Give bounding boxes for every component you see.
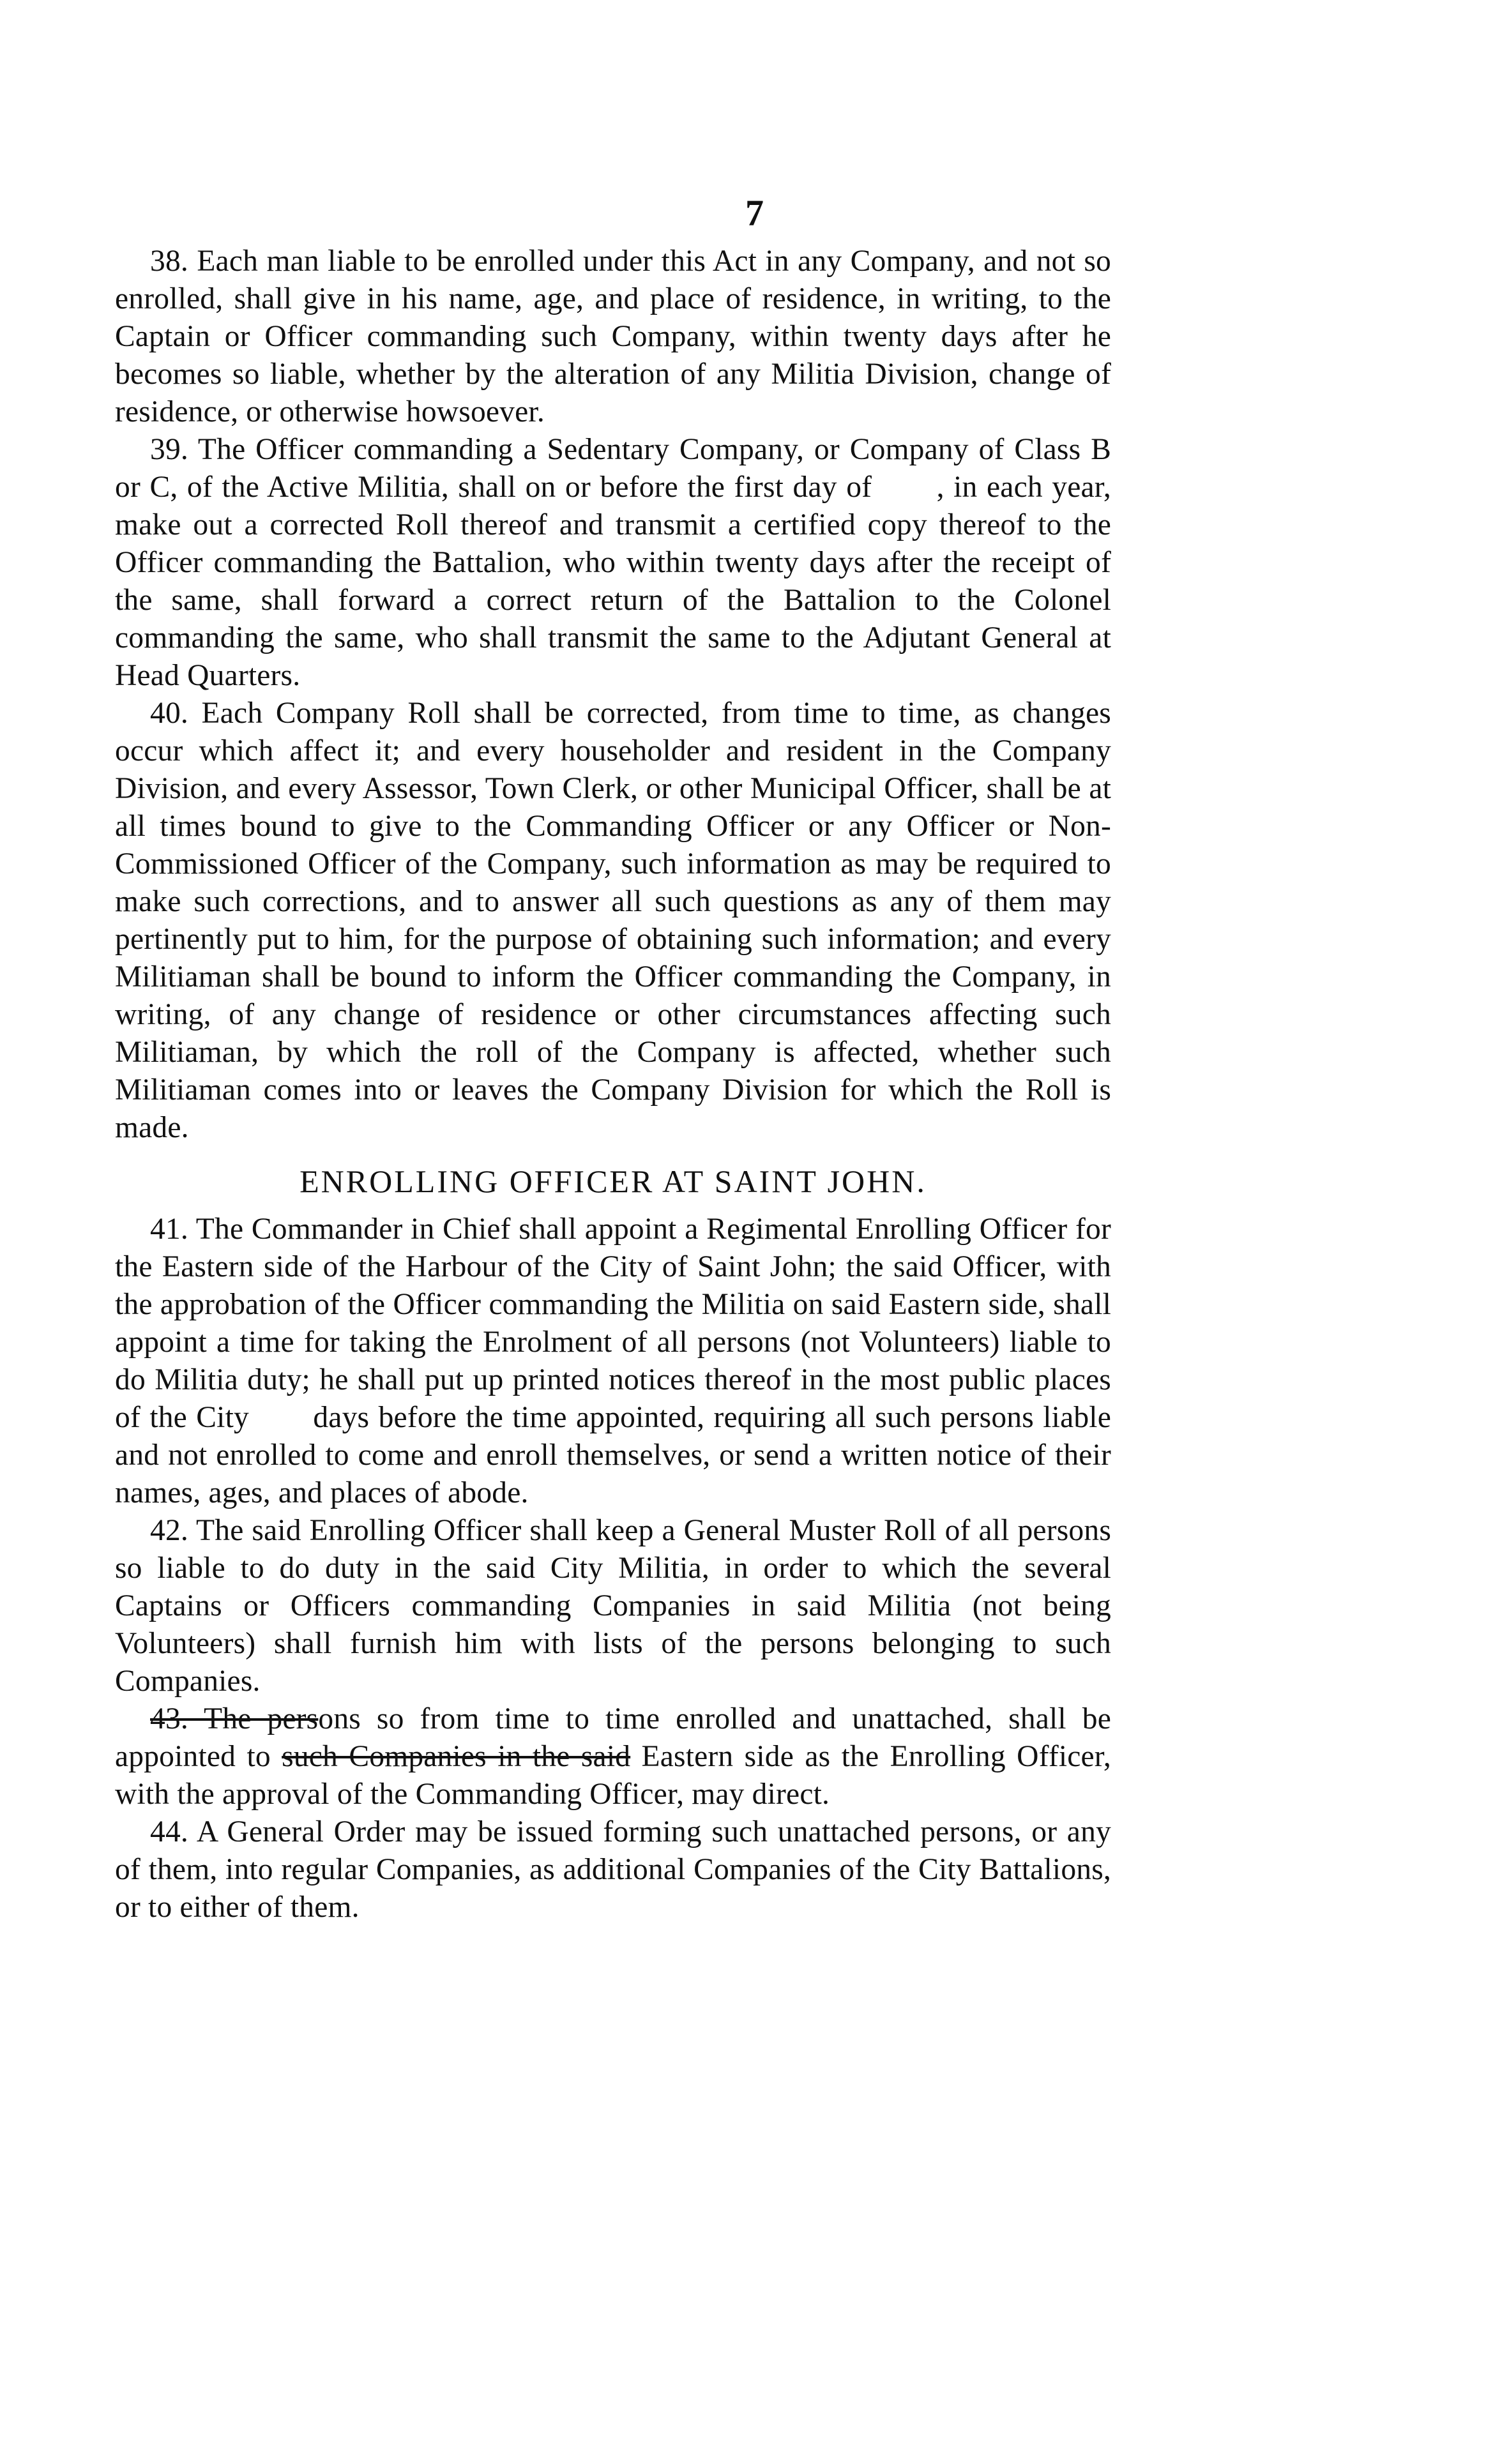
section-heading: ENROLLING OFFICER AT SAINT JOHN. [300, 1163, 927, 1199]
section-44-paragraph: 44. A General Order may be issued forming such unattached persons, or any of them, into regular Companies, as additional Companies of the City Battalions, or to either of them. [115, 1815, 1111, 1924]
section-41-paragraph: 41. The Commander in Chief shall appoint a Regimental Enrolling Officer for the Eastern side of the Harbour of the City of Saint John; the said Officer, with the approbation of the Officer commanding the Militia on said Eastern side, shall appoint a time for taking the Enrolment of all persons (not Volunteers) liable to do Militia duty; he shall put up printed notices thereof in the most public places of the City days before the time appointed, requiring all such persons liable and not enrolled to come and enroll themselves, or send a written notice of their names, ages, and places of abode. [115, 1213, 1119, 1509]
struck-text-start: 43. The pers [150, 1702, 319, 1735]
section-43-text-end: Eastern side as the Enrolling Officer, with the approval of the Commanding Officer, may direct. [115, 1740, 1111, 1811]
page-number: 7 [745, 192, 764, 234]
section-43-text: ons so from time to time enrolled and unattached, shall be appointed to [115, 1702, 1111, 1773]
section-42-paragraph: 42. The said Enrolling Officer shall keep a General Muster Roll of all persons so liable to do duty in the said City Militia, in order to which the several Captains or Officers commanding Companies in said Militia (not being Volunteers) shall furnish him with lists of the persons belonging to such Companies. [115, 1514, 1111, 1698]
section-38-paragraph: 38. Each man liable to be enrolled under this Act in any Company, and not so enrolled, shall give in his name, age, and place of residence, in writing, to the Captain or Officer commanding such Company, within twenty days after he becomes so liable, whether by the alteration of any Militia Division, change of residence, or otherwise howsoever. [115, 245, 1111, 428]
section-40-paragraph: 40. Each Company Roll shall be corrected, from time to time, as changes occur which affect it; and every householder and resident in the Company Division, and every Assessor, Town Clerk, or other Municipal Officer, shall be at all times bound to give to the Commanding Officer or any Officer or Non-Commissioned Officer of the Company, such information as may be required to make such corrections, and to answer all such questions as any of them may pertinently put to him, for the purpose of obtaining such information; and every Militiaman shall be bound to inform the Officer commanding the Company, in writing, of any change of residence or other circumstances affecting such Militiaman, by which the roll of the Company is affected, whether such Militiaman comes into or leaves the Company Division for which the Roll is made. [115, 697, 1111, 1144]
section-43-paragraph [115, 1700, 1111, 1813]
page-body [115, 243, 1119, 1926]
section-39-paragraph: 39. The Officer commanding a Sedentary Company, or Company of Class B or C, of the Active Militia, shall on or before the first day of , in each year, make out a corrected Roll thereof and transmit a certified copy thereof to the Officer commanding the Battalion, who within twenty days after the receipt of the same, shall forward a correct return of the Battalion to the Colonel commanding the same, who shall transmit the same to the Adjutant General at Head Quarters. [115, 433, 1119, 692]
struck-text-middle: such Companies in the said [282, 1740, 631, 1773]
